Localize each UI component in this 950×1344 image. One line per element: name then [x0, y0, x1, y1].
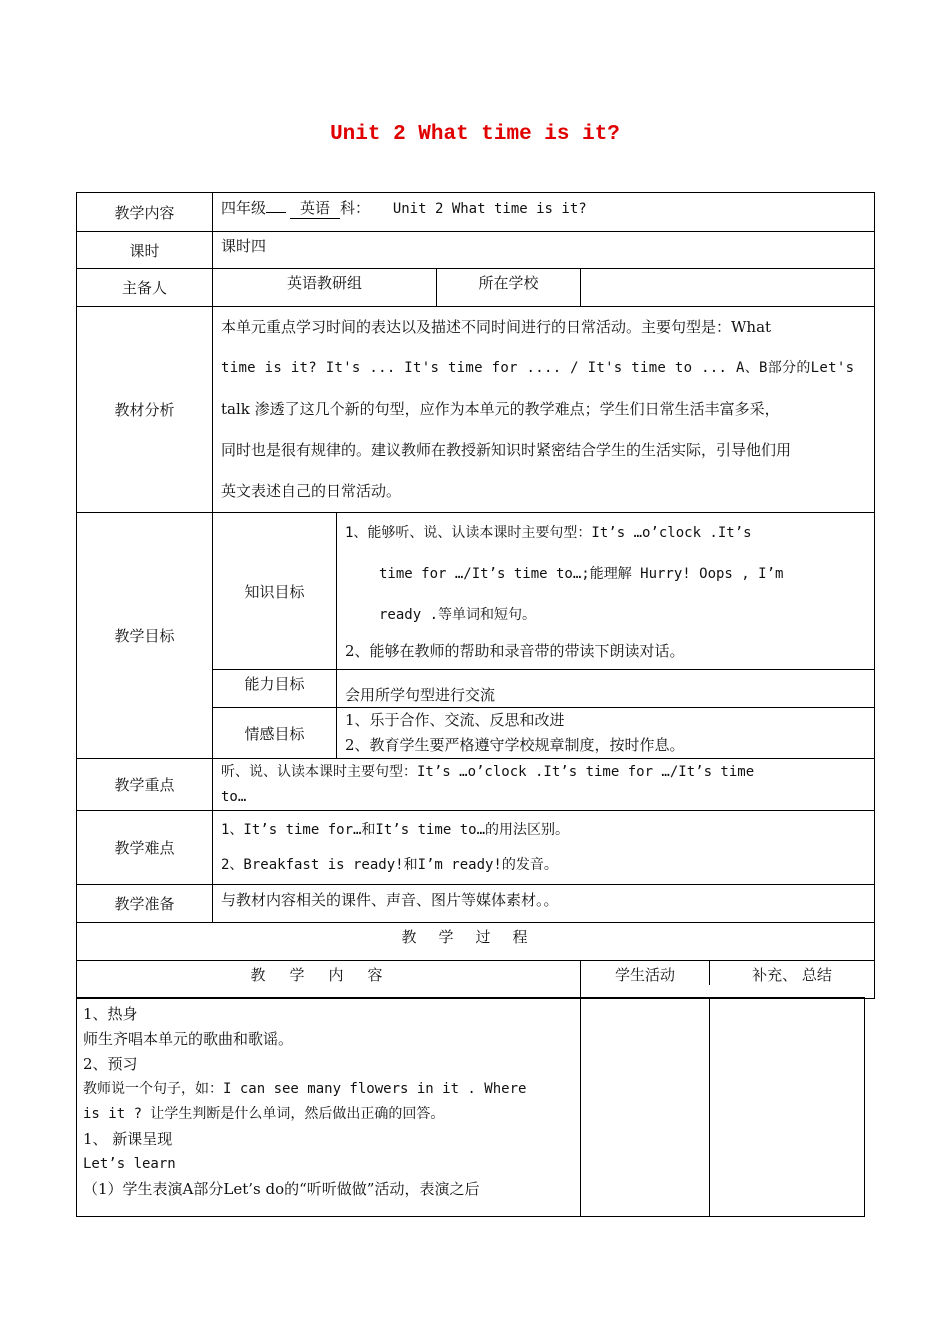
- process-heading: 教学过程: [77, 923, 875, 961]
- document-title: Unit 2 What time is it?: [330, 123, 620, 146]
- analysis-row: [77, 307, 875, 513]
- process-line: Let’s learn: [83, 1156, 176, 1172]
- col-content-header: 教学内容: [77, 961, 581, 999]
- emotion-text: [337, 708, 875, 759]
- analysis-line: time is it? It's ... It's time for .... / It's time to ... A、B部分的Let's: [221, 360, 855, 376]
- process-table: [76, 997, 865, 1217]
- period-label: 课时: [77, 232, 213, 269]
- process-line: 1、热身: [83, 1005, 138, 1023]
- col-split: [581, 961, 875, 999]
- process-heading-row: [77, 923, 875, 961]
- grade-blank: [266, 212, 286, 213]
- knowledge-line: 1、能够听、说、认读本课时主要句型：It’s …o’clock .It’s: [345, 525, 752, 541]
- period-value: 课时四: [213, 232, 875, 269]
- process-line: 2、预习: [83, 1055, 138, 1073]
- col-student-header: 学生活动: [581, 961, 710, 985]
- keypoints-line: 听、说、认读本课时主要句型：It’s …o’clock .It’s time for …/It’s time: [221, 764, 755, 780]
- difficulty-line: 1、It’s time for…和It’s time to…的用法区别。: [221, 822, 570, 838]
- difficulty-line: 2、Breakfast is ready!和I’m ready!的发音。: [221, 857, 558, 873]
- keypoints-label: 教学重点: [77, 759, 213, 811]
- school-label: 所在学校: [437, 269, 581, 307]
- analysis-line: 英文表述自己的日常活动。: [221, 482, 402, 500]
- knowledge-line: 2、能够在教师的帮助和录音带的带读下朗读对话。: [345, 642, 685, 660]
- analysis-text: [213, 307, 875, 513]
- period-row: [77, 232, 875, 269]
- emotion-line: 1、乐于合作、交流、反思和改进: [345, 711, 565, 729]
- process-line: is it ? 让学生判断是什么单词，然后做出正确的回答。: [83, 1106, 445, 1122]
- grade-text: 四年级: [221, 199, 267, 217]
- process-line: 1、 新课呈现: [83, 1130, 173, 1148]
- analysis-line: 同时也是很有规律的。建议教师在教授新知识时紧密结合学生的生活实际，引导他们用: [221, 441, 792, 459]
- analysis-line: talk 渗透了这几个新的句型，应作为本单元的教学难点；学生们日常生活丰富多采，: [221, 400, 780, 418]
- knowledge-line: time for …/It’s time to…;能理解 Hurry! Oops , I’m: [379, 566, 784, 582]
- preparation-label: 教学准备: [77, 885, 213, 923]
- col-notes-header: 补充、 总结: [752, 966, 832, 984]
- difficulty-text: [213, 811, 875, 885]
- content-label: 教学内容: [77, 193, 213, 232]
- emotion-label: 情感目标: [213, 708, 337, 759]
- analysis-label: 教材分析: [77, 307, 213, 513]
- student-activity-cell: [581, 998, 710, 1217]
- knowledge-label: 知识目标: [213, 513, 337, 670]
- difficulty-label: 教学难点: [77, 811, 213, 885]
- analysis-line: 本单元重点学习时间的表达以及描述不同时间进行的日常活动。主要句型是：What: [221, 318, 772, 336]
- content-value: [213, 193, 875, 232]
- school-value: [581, 269, 875, 307]
- process-row: [77, 998, 865, 1217]
- preparer-value: 英语教研组: [213, 269, 437, 307]
- knowledge-text: [337, 513, 875, 670]
- goals-label: 教学目标: [77, 513, 213, 759]
- knowledge-row: [77, 513, 875, 670]
- preparation-text: 与教材内容相关的课件、声音、图片等媒体素材。。: [213, 885, 875, 923]
- preparer-row: [77, 269, 875, 307]
- emotion-line: 2、教育学生要严格遵守学校规章制度，按时作息。: [345, 736, 685, 754]
- content-row: [77, 193, 875, 232]
- ability-label: 能力目标: [213, 670, 337, 708]
- ability-text: 会用所学句型进行交流: [337, 670, 875, 708]
- preparation-row: [77, 885, 875, 923]
- ke-text: 科：: [340, 199, 371, 217]
- keypoints-line: to…: [221, 789, 247, 805]
- keypoints-text: [213, 759, 875, 811]
- process-columns-row: [77, 961, 875, 999]
- notes-cell: [710, 998, 865, 1217]
- process-line: 师生齐唱本单元的歌曲和歌谣。: [83, 1030, 294, 1048]
- preparer-label: 主备人: [77, 269, 213, 307]
- keypoints-row: [77, 759, 875, 811]
- lesson-plan-table: [76, 192, 875, 999]
- subject-text: 英语: [290, 197, 340, 219]
- process-line: 教师说一个句子，如：I can see many flowers in it . Where: [83, 1081, 527, 1097]
- unit-text: Unit 2 What time is it?: [392, 201, 587, 217]
- process-content: [77, 998, 581, 1217]
- difficulty-row: [77, 811, 875, 885]
- knowledge-line: ready .等单词和短句。: [379, 607, 537, 623]
- process-line: （1）学生表演A部分Let’s do的“听听做做”活动，表演之后: [83, 1180, 480, 1198]
